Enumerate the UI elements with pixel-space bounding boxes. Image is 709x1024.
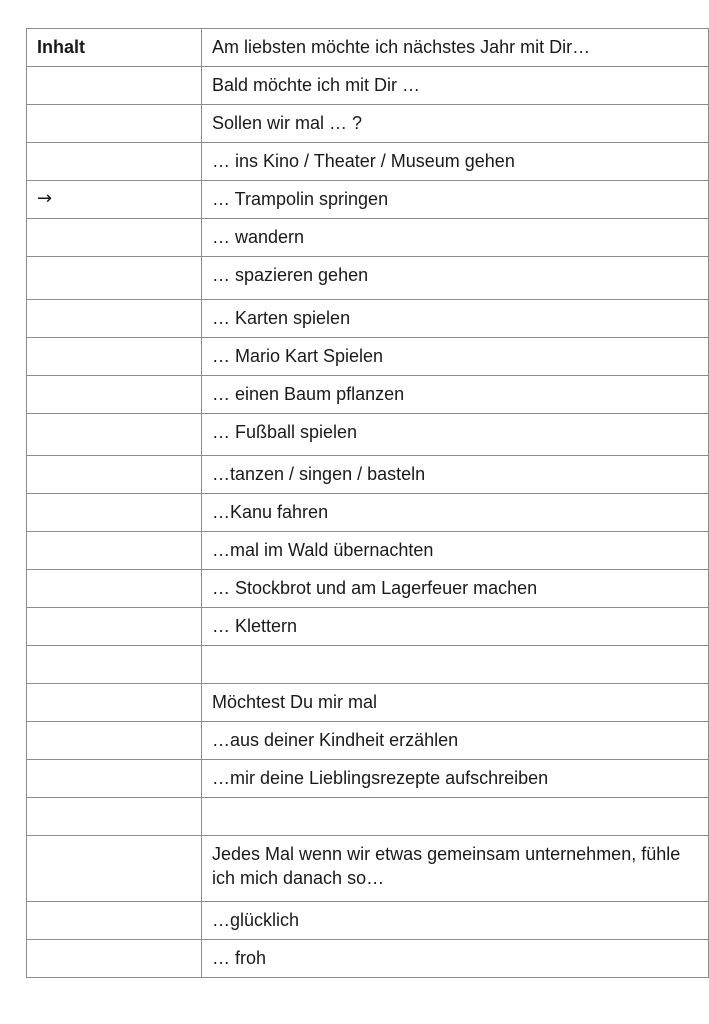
table-cell-text: … wandern <box>202 219 709 257</box>
table-cell-marker <box>27 257 202 300</box>
table-cell-marker <box>27 67 202 105</box>
table-cell-text: … Karten spielen <box>202 300 709 338</box>
table-cell-marker <box>27 105 202 143</box>
table-row <box>27 494 709 532</box>
table-row <box>27 684 709 722</box>
table-row <box>27 300 709 338</box>
table-row <box>27 29 709 67</box>
table-cell-text: … Trampolin springen <box>202 181 709 219</box>
table-cell-marker <box>27 722 202 760</box>
table-cell-marker <box>27 338 202 376</box>
table-cell-text: Am liebsten möchte ich nächstes Jahr mit Dir… <box>202 29 709 67</box>
table-row <box>27 570 709 608</box>
table-cell-marker <box>27 646 202 684</box>
table-cell-text: Sollen wir mal … ? <box>202 105 709 143</box>
table-cell-text: … ins Kino / Theater / Museum gehen <box>202 143 709 181</box>
table-row <box>27 376 709 414</box>
table-row <box>27 181 709 219</box>
table-row <box>27 608 709 646</box>
table-cell-marker <box>27 414 202 456</box>
table-cell-marker <box>27 494 202 532</box>
table-cell-marker <box>27 532 202 570</box>
table-row <box>27 219 709 257</box>
table-body <box>27 29 709 978</box>
table-cell-marker <box>27 376 202 414</box>
table-row <box>27 760 709 798</box>
table-row <box>27 105 709 143</box>
table-cell-marker <box>27 300 202 338</box>
table-row <box>27 646 709 684</box>
table-cell-text <box>202 646 709 684</box>
table-cell-marker <box>27 684 202 722</box>
column-header-inhalt: Inhalt <box>27 29 202 67</box>
table-cell-text <box>202 798 709 836</box>
table-cell-marker <box>27 143 202 181</box>
content-table <box>26 28 709 978</box>
table-cell-marker <box>27 836 202 902</box>
table-cell-text: … einen Baum pflanzen <box>202 376 709 414</box>
table-cell-marker <box>27 456 202 494</box>
table-row <box>27 836 709 902</box>
arrow-right-icon: → <box>27 181 202 219</box>
table-cell-text: … Fußball spielen <box>202 414 709 456</box>
table-cell-marker <box>27 219 202 257</box>
table-cell-marker <box>27 940 202 978</box>
table-row <box>27 940 709 978</box>
table-cell-text: …mal im Wald übernachten <box>202 532 709 570</box>
table-row <box>27 456 709 494</box>
table-row <box>27 722 709 760</box>
table-cell-text: … spazieren gehen <box>202 257 709 300</box>
table-cell-text: …Kanu fahren <box>202 494 709 532</box>
table-cell-marker <box>27 798 202 836</box>
table-cell-text: … Stockbrot und am Lagerfeuer machen <box>202 570 709 608</box>
table-cell-text: …glücklich <box>202 902 709 940</box>
table-cell-text: Jedes Mal wenn wir etwas gemeinsam unternehmen, fühle ich mich danach so… <box>202 836 709 902</box>
table-row <box>27 338 709 376</box>
table-cell-text: …mir deine Lieblingsrezepte aufschreiben <box>202 760 709 798</box>
table-cell-marker <box>27 570 202 608</box>
table-cell-text: Bald möchte ich mit Dir … <box>202 67 709 105</box>
document-page <box>26 28 688 978</box>
table-cell-text: … Klettern <box>202 608 709 646</box>
table-cell-text: …aus deiner Kindheit erzählen <box>202 722 709 760</box>
table-cell-text: …tanzen / singen / basteln <box>202 456 709 494</box>
table-cell-text: … froh <box>202 940 709 978</box>
table-row <box>27 414 709 456</box>
table-cell-text: … Mario Kart Spielen <box>202 338 709 376</box>
table-row <box>27 67 709 105</box>
table-cell-marker <box>27 760 202 798</box>
table-row <box>27 143 709 181</box>
table-row <box>27 902 709 940</box>
table-cell-marker <box>27 608 202 646</box>
table-row <box>27 257 709 300</box>
table-cell-marker <box>27 902 202 940</box>
table-row <box>27 532 709 570</box>
table-row <box>27 798 709 836</box>
table-cell-text: Möchtest Du mir mal <box>202 684 709 722</box>
